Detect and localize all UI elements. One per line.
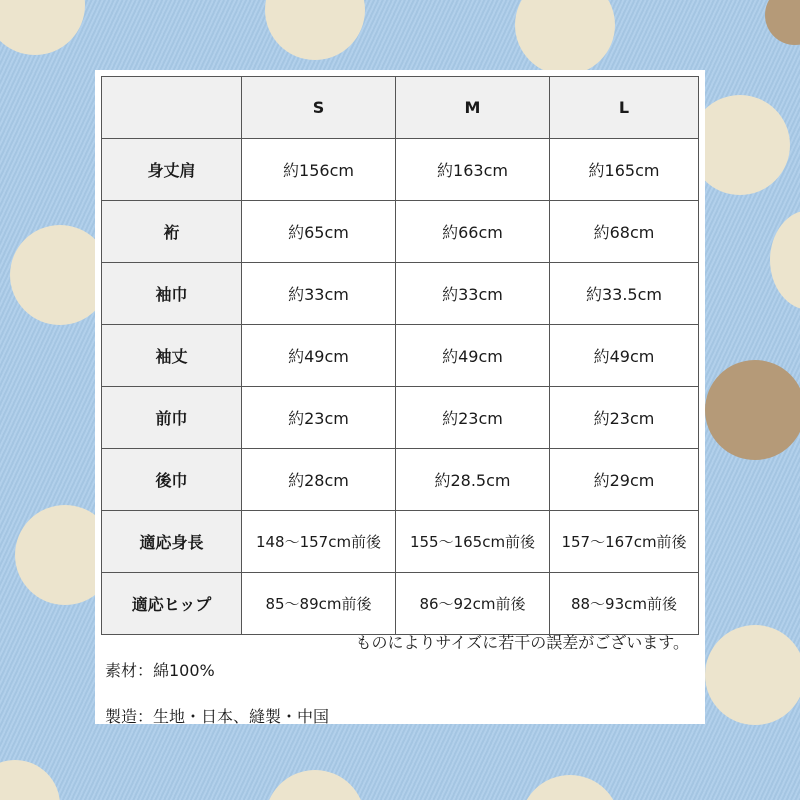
row-label: 適応ヒップ [102, 573, 242, 635]
polka-dot [520, 775, 620, 800]
manufacture-info: 製造：生地・日本、縫製・中国 [105, 707, 330, 726]
cell-l: 約23cm [550, 387, 699, 449]
cell-m: 約23cm [396, 387, 550, 449]
polka-dot [0, 0, 85, 55]
material-info: 素材：綿100% [105, 661, 215, 680]
size-variance-note: ものによりサイズに若干の誤差がございます。 [355, 633, 689, 652]
row-label: 袖丈 [102, 325, 242, 387]
polka-dot [705, 625, 800, 725]
header-size-s: S [242, 77, 396, 139]
cell-l: 約49cm [550, 325, 699, 387]
cell-m: 約28.5cm [396, 449, 550, 511]
row-label: 適応身長 [102, 511, 242, 573]
polka-dot [515, 0, 615, 75]
header-size-m: M [396, 77, 550, 139]
table-header-row [102, 77, 699, 139]
cell-s: 約33cm [242, 263, 396, 325]
table-row [102, 573, 699, 635]
polka-dot [690, 95, 790, 195]
table-row [102, 201, 699, 263]
table-row [102, 387, 699, 449]
polka-dot [705, 360, 800, 460]
cell-s: 約65cm [242, 201, 396, 263]
cell-m: 約33cm [396, 263, 550, 325]
cell-m: 約66cm [396, 201, 550, 263]
cell-l: 約33.5cm [550, 263, 699, 325]
row-label: 後巾 [102, 449, 242, 511]
cell-l: 約68cm [550, 201, 699, 263]
table-row [102, 263, 699, 325]
cell-l: 約165cm [550, 139, 699, 201]
cell-m: 約49cm [396, 325, 550, 387]
table-row [102, 139, 699, 201]
size-chart-panel [95, 70, 705, 724]
header-corner [102, 77, 242, 139]
cell-s: 85〜89cm前後 [242, 573, 396, 635]
cell-m: 約163cm [396, 139, 550, 201]
cell-s: 約49cm [242, 325, 396, 387]
cell-m: 86〜92cm前後 [396, 573, 550, 635]
header-size-l: L [550, 77, 699, 139]
row-label: 前巾 [102, 387, 242, 449]
row-label: 袖巾 [102, 263, 242, 325]
polka-dot [265, 770, 365, 800]
row-label: 身丈肩 [102, 139, 242, 201]
polka-dot [770, 210, 800, 310]
size-table [101, 76, 699, 635]
table-row [102, 449, 699, 511]
cell-s: 約28cm [242, 449, 396, 511]
cell-l: 88〜93cm前後 [550, 573, 699, 635]
cell-l: 157〜167cm前後 [550, 511, 699, 573]
row-label: 裄 [102, 201, 242, 263]
table-row [102, 511, 699, 573]
cell-m: 155〜165cm前後 [396, 511, 550, 573]
cell-s: 148〜157cm前後 [242, 511, 396, 573]
cell-l: 約29cm [550, 449, 699, 511]
cell-s: 約156cm [242, 139, 396, 201]
cell-s: 約23cm [242, 387, 396, 449]
polka-dot [765, 0, 800, 45]
polka-dot [0, 760, 60, 800]
polka-dot [265, 0, 365, 60]
table-row [102, 325, 699, 387]
